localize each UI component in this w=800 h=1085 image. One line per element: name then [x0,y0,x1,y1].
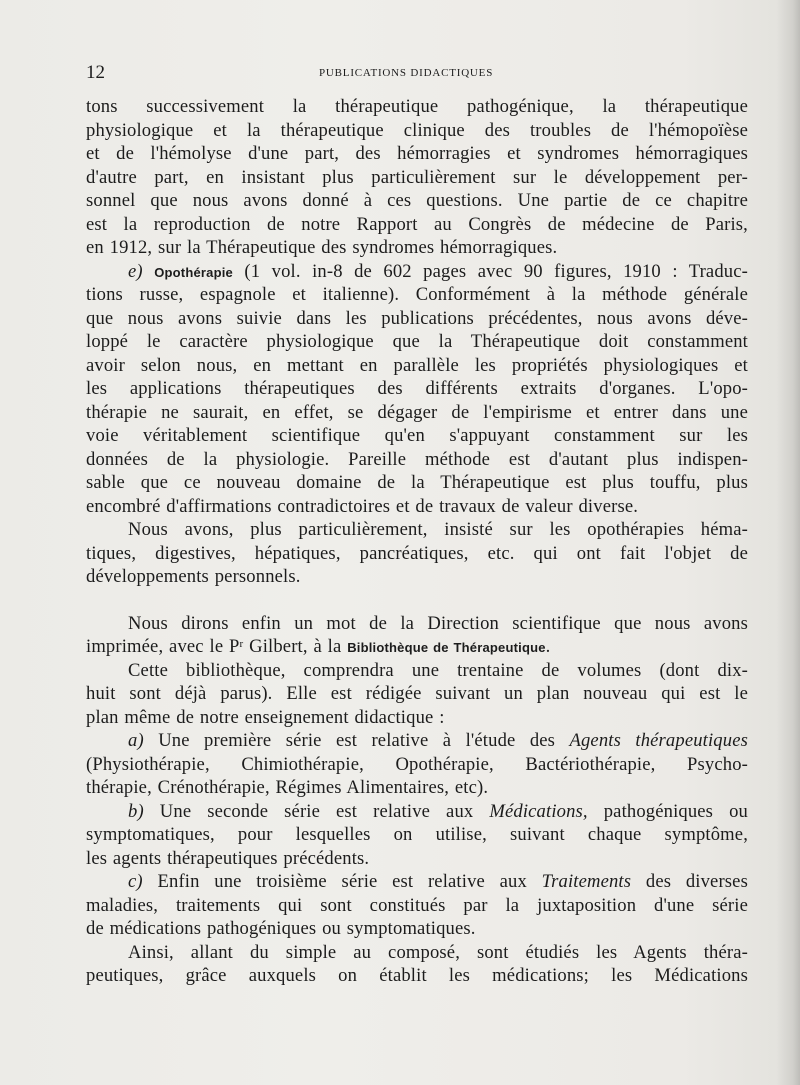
italic-term: Médications, [489,800,588,822]
text-span: . [545,636,551,657]
text-line: Nous dirons enfin un mot de la Direction scientifique que nous avons [128,612,748,634]
item-marker: c) [128,871,143,892]
text-span: des diverses [645,871,748,892]
text-line: en 1912, sur la Thérapeutique des syndromes hémorragiques. [86,237,558,258]
text-line: développements personnels. [86,566,301,587]
text-line: sable que ce nouveau domaine de la Thérapeutique est plus touffu, plus [86,472,748,493]
text-line: d'autre part, en insistant plus particulièrement sur le développement per- [86,166,748,188]
page-edge-shadow [776,0,800,1085]
text-span: Une seconde série est relative aux [159,800,474,822]
item-marker: b) [128,800,144,822]
section-gap [86,589,748,612]
text-line: de médications pathogéniques ou symptomatiques. [86,918,476,939]
text-line: tons successivement la thérapeutique pathogénique, la thérapeutique [86,96,748,117]
text-line: Cette bibliothèque, comprendra une trentaine de volumes (dont dix- [128,659,748,681]
text-line: loppé le caractère physiologique que la Thérapeutique doit constamment [86,331,748,352]
text-line: les agents thérapeutiques précédents. [86,847,370,869]
text-line: et de l'hémolyse d'une part, des hémorragies et syndromes hémorragiques [86,143,748,164]
text-line: données de la physiologie. Pareille méthode est d'autant plus indispen- [86,448,748,470]
text-line: que nous avons suivie dans les publications précédentes, nous avons déve- [86,307,748,329]
text-span: pathogéniques ou [603,800,748,822]
paragraph-bibliotheque [86,659,748,730]
paragraph-opotherapies-personnelles [86,518,748,589]
section-title-opotherapie: Opothérapie [154,264,233,280]
paragraph-serie-c [86,870,748,941]
item-marker: a) [128,730,144,751]
text-line: les applications thérapeutiques des différents extraits d'organes. L'opo- [86,378,748,399]
paragraph-serie-a [86,729,748,800]
paragraph-ainsi [86,941,748,988]
italic-term: Agents thérapeutiques [569,730,748,751]
paragraph-direction-scientifique [86,612,748,659]
text-line: Nous avons, plus particulièrement, insisté sur les opothérapies héma- [128,519,748,540]
text-line: (Physiothérapie, Chimiothérapie, Opothérapie, Bactériothérapie, Psycho- [86,753,748,775]
text-span: Une première série est relative à l'étude des [158,730,556,751]
text-line: physiologique et la thérapeutique clinique des troubles de l'hémopoïèse [86,119,748,141]
paragraph-opotherapie [86,260,748,519]
body-text [86,95,748,988]
text-span: imprimée, avec le P [86,636,240,657]
text-line: Ainsi, allant du simple au composé, sont étudiés les Agents théra- [128,941,748,963]
superscript: r [239,638,244,650]
text-line [86,729,748,753]
text-line: avoir selon nous, en mettant en parallèle les propriétés physiologiques et [86,354,748,376]
text-line: maladies, traitements qui sont constitués par la juxtaposition d'une série [86,894,748,916]
text-line: thérapie ne saurait, en effet, se dégager de l'empirisme et entrer dans une [86,401,748,423]
text-line [86,870,748,894]
text-line: encombré d'affirmations contradictoires et de travaux de valeur diverse. [86,495,639,517]
text-line: sonnel que nous avons donné à ces questions. Une partie de ce chapitre [86,190,748,211]
text-line: plan même de notre enseignement didactique : [86,706,445,728]
paragraph-hemopoiese-continuation [86,95,748,260]
text-line: symptomatiques, pour lesquelles on utilise, suivant chaque symptôme, [86,824,748,845]
text-line [86,635,748,659]
text-span: Enfin une troisième série est relative aux [157,871,527,892]
running-head: PUBLICATIONS DIDACTIQUES [319,67,494,79]
text-line: peutiques, grâce auxquels on établit les médications; les Médications [86,965,748,986]
text-line: voie véritablement scientifique qu'en s'appuyant constamment sur les [86,425,748,446]
text-span: Gilbert, à la [243,636,348,657]
text-span: (1 vol. in-8 de 602 pages avec 90 figures, 1910 : Traduc- [244,260,748,282]
text-line: huit sont déjà parus). Elle est rédigée suivant un plan nouveau qui est le [86,683,748,704]
bibliotheque-title: Bibliothèque de Thérapeutique [347,640,546,655]
text-line: tions russe, espagnole et italienne). Conformément à la méthode générale [86,284,748,305]
paragraph-serie-b [86,800,748,871]
item-marker: e) [128,260,143,282]
page-number: 12 [86,62,105,83]
text-line: tiques, digestives, hépatiques, pancréatiques, etc. qui ont fait l'objet de [86,542,748,564]
text-line: est la reproduction de notre Rapport au Congrès de médecine de Paris, [86,213,748,235]
page-header [86,62,746,84]
text-line [86,260,748,284]
italic-term: Traitements [541,871,632,892]
text-line: thérapie, Crénothérapie, Régimes Alimentaires, etc). [86,777,489,798]
text-line [86,800,748,824]
